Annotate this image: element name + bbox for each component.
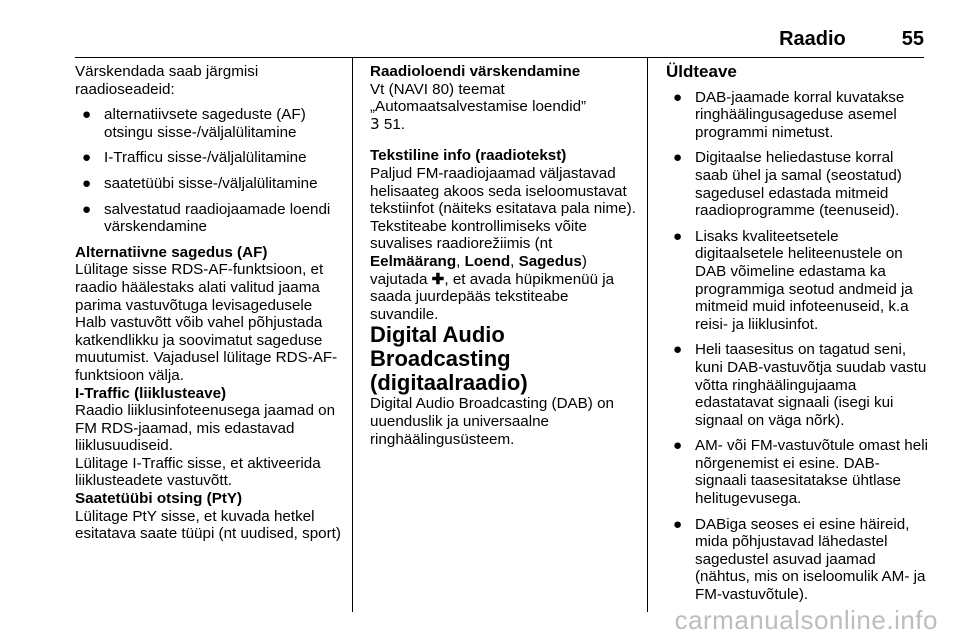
- bullet-icon: ●: [673, 437, 683, 455]
- page-title: Raadio: [779, 28, 846, 50]
- itraffic-heading: I-Traffic (liiklusteave): [75, 384, 227, 402]
- radiotext-paragraph-2: Tekstiteabe kontrollimiseks võite suvalises raadiorežiimis (nt Eelmäärang, Loend, Sagedus) vajutada ✚, et avada hüpikmenüü ja saada juurdepääs tekstiteabe suvandile.: [370, 217, 615, 323]
- bullet-icon: ●: [673, 149, 683, 167]
- column-1: [75, 63, 347, 543]
- list-item: ● I-Trafficu sisse-/väljalülitamine: [82, 149, 307, 167]
- watermark: carmanualsonline.info: [674, 605, 938, 635]
- af-heading: Alternatiivne sagedus (AF): [75, 243, 268, 261]
- bullet-icon: ●: [673, 515, 683, 533]
- list-item: ● DAB-jaamade korral kuvatakse ringhäälingusageduse asemel programmi nimetust.: [673, 88, 905, 141]
- bullet-icon: ●: [82, 200, 92, 218]
- af-paragraph-1: Lülitage sisse RDS-AF-funktsioon, et raadio häälestaks alati valitud jaama parima vastuvõtuga levisagedusele: [75, 261, 324, 314]
- itraffic-paragraph-1: Raadio liiklusinfoteenusega jaamad on FM RDS-jaamad, mis edastavad liiklusuudiseid.: [75, 402, 336, 455]
- list-label: Loend: [464, 252, 511, 270]
- plus-icon: ✚: [431, 270, 445, 288]
- page-number: 55: [901, 28, 924, 50]
- column-divider-1: [352, 57, 353, 612]
- arrow-reference-icon: 3: [370, 114, 380, 133]
- page-reference: 3 51.: [370, 114, 406, 133]
- list-update-line-1: Vt (NAVI 80) teemat: [370, 80, 505, 98]
- preset-label: Eelmäärang: [370, 252, 457, 270]
- dab-heading: Digital Audio Broadcasting (digitaalraadio): [370, 322, 528, 396]
- header-rule: [75, 57, 924, 58]
- list-item: ● alternatiivsete sageduste (AF) otsingu sisse-/väljalülitamine: [82, 106, 306, 141]
- radiotext-heading: Tekstiline info (raadiotekst): [370, 147, 567, 165]
- list-update-heading: Raadioloendi värskendamine: [370, 63, 581, 80]
- list-item: ● Heli taasesitus on tagatud seni, kuni DAB-vastuvõtja suudab vastu võtta ringhäälingujaama edastatavat signaali (isegi kui signaal on väga nõrk).: [673, 341, 927, 429]
- settings-list: [75, 106, 347, 236]
- list-item: ● DABiga seoses ei esine häireid, mida põhjustavad lähedastel sagedustel asuvad jaamad (nähtus, mis on iseloomulik AM- ja FM-vastuvõtule).: [673, 515, 926, 604]
- column-divider-2: [647, 57, 648, 612]
- itraffic-paragraph-2: Lülitage I-Traffic sisse, et aktiveerida liiklusteadete vastuvõtt.: [75, 454, 321, 490]
- list-update-line-2: „Automaatsalvestamise loendid”: [370, 98, 587, 116]
- pty-paragraph: Lülitage PtY sisse, et kuvada hetkel esitatava saate tüüpi (nt uudised, sport): [75, 507, 341, 543]
- column-3: [666, 63, 928, 604]
- dab-info-list: [666, 89, 928, 604]
- bullet-icon: ●: [82, 149, 92, 167]
- af-paragraph-2: Halb vastuvõtt võib vahel põhjustada katkendlikku ja soovimatut sageduse muutumist. Vajadusel lülitage RDS-AF-funktsioon välja.: [75, 314, 338, 384]
- frequency-label: Sagedus: [518, 252, 582, 270]
- list-item: ● saatetüübi sisse-/väljalülitamine: [82, 174, 318, 192]
- bullet-icon: ●: [673, 88, 683, 106]
- dab-paragraph: Digital Audio Broadcasting (DAB) on uuenduslik ja universaalne ringhäälingusüsteem.: [370, 395, 614, 448]
- bullet-icon: ●: [673, 227, 683, 245]
- intro-text: Värskendada saab järgmisi raadioseadeid:: [75, 63, 259, 98]
- bullet-icon: ●: [82, 174, 92, 192]
- list-item: ● Digitaalse heliedastuse korral saab ühel ja samal (seostatud) sagedusel edastada mitmeid raadioprogramme (teenuseid).: [673, 149, 902, 220]
- list-item: ● Lisaks kvaliteetsetele digitaalsetele heliteenustele on DAB võimeline edastama ka programmiga seotud andmeid ja mitmeid muid infoteenuseid, k.a reisi- ja liiklusinfot.: [673, 227, 913, 333]
- list-item: ● salvestatud raadiojaamade loendi värskendamine: [82, 200, 331, 236]
- bullet-icon: ●: [673, 341, 683, 359]
- pty-heading: Saatetüübi otsing (PtY): [75, 490, 243, 508]
- column-2: [370, 63, 640, 448]
- list-item: ● AM- või FM-vastuvõtule omast heli nõrgenemist ei esine. DAB-signaali taasesitatakse ühtlase helitugevusega.: [673, 437, 928, 508]
- bullet-icon: ●: [82, 106, 92, 124]
- overview-heading: Üldteave: [666, 62, 737, 81]
- radiotext-paragraph-1: Paljud FM-raadiojaamad väljastavad helisaateg akoos seda iseloomustavat tekstiinfot (näiteks esitatava pala nime).: [370, 164, 636, 218]
- page-header: [779, 28, 924, 51]
